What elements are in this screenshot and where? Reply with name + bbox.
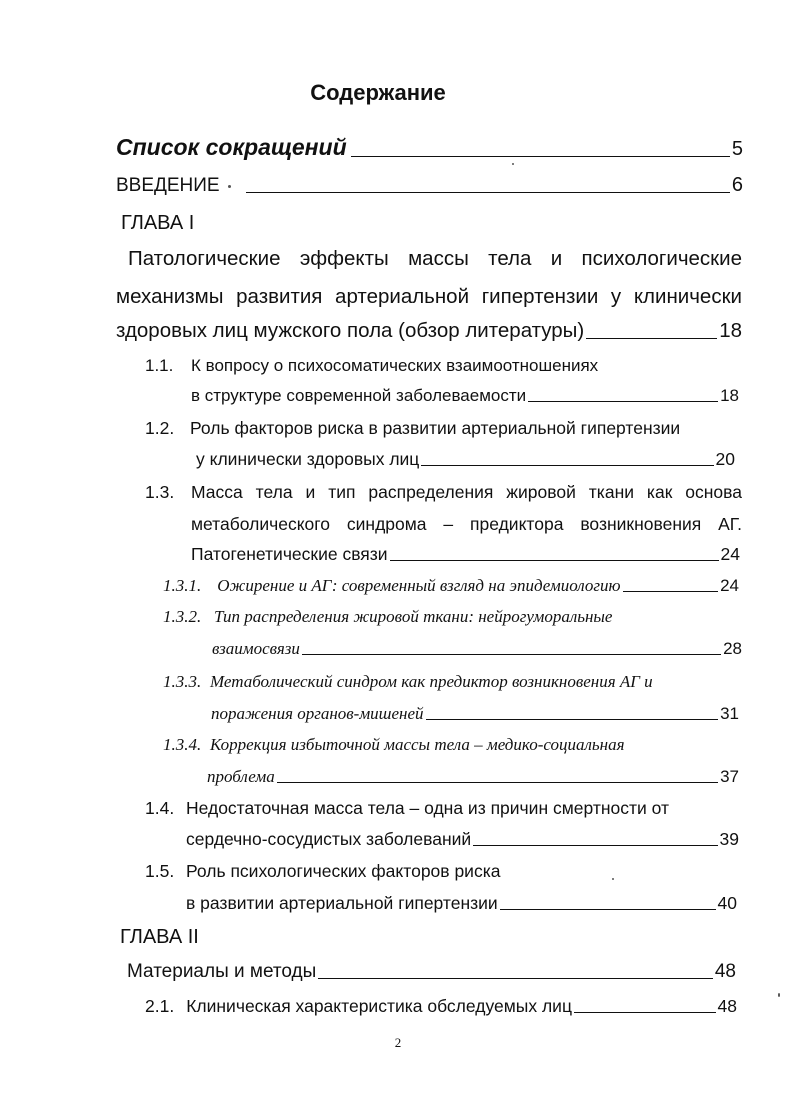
toc-label: в развитии артериальной гипертензии bbox=[186, 893, 498, 913]
toc-label: взаимосвязи bbox=[212, 639, 300, 658]
scan-speck bbox=[228, 185, 231, 188]
section-title-line: Роль психологических факторов риска bbox=[186, 861, 501, 881]
leader-line bbox=[246, 192, 730, 193]
toc-label: Список сокращений bbox=[116, 134, 347, 160]
section-title-line: Метаболический синдром как предиктор возникновения АГ и bbox=[210, 672, 653, 691]
toc-entry-1-3-3[interactable] bbox=[211, 704, 739, 724]
toc-page: 5 bbox=[731, 138, 743, 160]
toc-label: Ожирение и АГ: современный взгляд на эпидемиологию bbox=[217, 576, 621, 595]
leader-line bbox=[586, 338, 717, 339]
toc-page: 18 bbox=[719, 319, 742, 342]
toc-label: сердечно-сосудистых заболеваний bbox=[186, 829, 472, 849]
toc-page: 40 bbox=[717, 893, 737, 913]
toc-entry-1-3[interactable] bbox=[191, 544, 740, 565]
toc-label: проблема bbox=[207, 767, 275, 786]
section-number: 1.3.4. bbox=[163, 735, 202, 754]
toc-entry-2-1[interactable] bbox=[145, 996, 737, 1017]
chapter-1-title-line: Патологические эффекты массы тела и психологические bbox=[128, 247, 742, 270]
leader-line bbox=[318, 978, 713, 979]
leader-line bbox=[473, 845, 717, 846]
leader-line bbox=[390, 560, 719, 561]
section-number: 1.2. bbox=[145, 418, 175, 438]
toc-page: 6 bbox=[731, 174, 743, 196]
toc-entry-introduction[interactable] bbox=[116, 174, 743, 197]
section-title-line: К вопросу о психосоматических взаимоотношениях bbox=[191, 356, 599, 375]
leader-line bbox=[277, 782, 718, 783]
leader-line bbox=[528, 401, 718, 402]
toc-entry-1-4[interactable] bbox=[186, 829, 739, 850]
toc-entry-1-3-2[interactable] bbox=[212, 639, 742, 659]
page-title: Содержание bbox=[310, 80, 446, 105]
section-title-line: Недостаточная масса тела – одна из причин смертности от bbox=[186, 798, 670, 818]
section-number: 1.3.3. bbox=[163, 672, 202, 691]
toc-label: поражения органов-мишеней bbox=[211, 704, 424, 723]
toc-label: Клиническая характеристика обследуемых лиц bbox=[186, 996, 572, 1016]
toc-page: 31 bbox=[720, 704, 739, 723]
toc-page: 24 bbox=[720, 544, 740, 564]
toc-page: 37 bbox=[720, 767, 739, 786]
scan-speck bbox=[612, 878, 614, 880]
toc-page: 28 bbox=[723, 639, 742, 658]
section-number: 1.3.2. bbox=[163, 607, 202, 626]
toc-page: 18 bbox=[720, 386, 739, 405]
toc-entry-chapter-1[interactable] bbox=[116, 319, 742, 343]
section-number: 1.3. bbox=[145, 482, 175, 502]
toc-entry-chapter-2[interactable] bbox=[127, 961, 736, 983]
chapter-2-heading: ГЛАВА II bbox=[120, 926, 199, 948]
toc-page: 20 bbox=[715, 449, 735, 469]
leader-line bbox=[574, 1012, 716, 1013]
scan-speck bbox=[778, 993, 780, 997]
toc-page: 48 bbox=[717, 996, 737, 1016]
leader-line bbox=[302, 654, 721, 655]
section-title-line: Тип распределения жировой ткани: нейрогуморальные bbox=[214, 607, 613, 626]
toc-entry-1-2[interactable] bbox=[196, 449, 735, 470]
section-title-line: метаболического синдрома – предиктора возникновения АГ. bbox=[191, 514, 742, 534]
section-title-line: Масса тела и тип распределения жировой ткани как основа bbox=[191, 482, 742, 502]
toc-label: Материалы и методы bbox=[127, 961, 317, 982]
toc-entry-1-1[interactable] bbox=[191, 386, 739, 406]
toc-label: ВВЕДЕНИЕ bbox=[116, 175, 220, 196]
toc-page: 39 bbox=[719, 829, 739, 849]
section-number: 1.4. bbox=[145, 798, 175, 818]
toc-label: в структуре современной заболеваемости bbox=[191, 386, 527, 405]
section-title-line: Роль факторов риска в развитии артериальной гипертензии bbox=[190, 418, 681, 438]
leader-line bbox=[623, 591, 719, 592]
scan-speck bbox=[512, 163, 514, 165]
section-number: 1.5. bbox=[145, 861, 175, 881]
toc-label: у клинически здоровых лиц bbox=[196, 449, 420, 469]
toc-label: здоровых лиц мужского пола (обзор литературы) bbox=[116, 319, 585, 342]
toc-entry-1-3-4[interactable] bbox=[207, 767, 739, 787]
toc-label: Патогенетические связи bbox=[191, 544, 388, 564]
leader-line bbox=[500, 909, 716, 910]
chapter-1-heading: ГЛАВА I bbox=[121, 212, 195, 234]
toc-entry-abbreviations[interactable] bbox=[116, 134, 743, 161]
toc-page: 48 bbox=[714, 961, 736, 982]
section-title-line: Коррекция избыточной массы тела – медико-социальная bbox=[210, 735, 625, 754]
section-number: 1.1. bbox=[145, 356, 174, 375]
chapter-1-title-line: механизмы развития артериальной гипертензии у клинически bbox=[116, 285, 742, 308]
leader-line bbox=[421, 465, 713, 466]
section-number: 1.3.1. bbox=[163, 576, 202, 595]
section-number: 2.1. bbox=[145, 996, 175, 1016]
page-number: 2 bbox=[394, 1035, 402, 1050]
toc-page: 24 bbox=[720, 576, 739, 595]
leader-line bbox=[351, 156, 730, 157]
leader-line bbox=[426, 719, 719, 720]
toc-entry-1-5[interactable] bbox=[186, 893, 737, 914]
toc-entry-1-3-1[interactable] bbox=[163, 576, 739, 596]
